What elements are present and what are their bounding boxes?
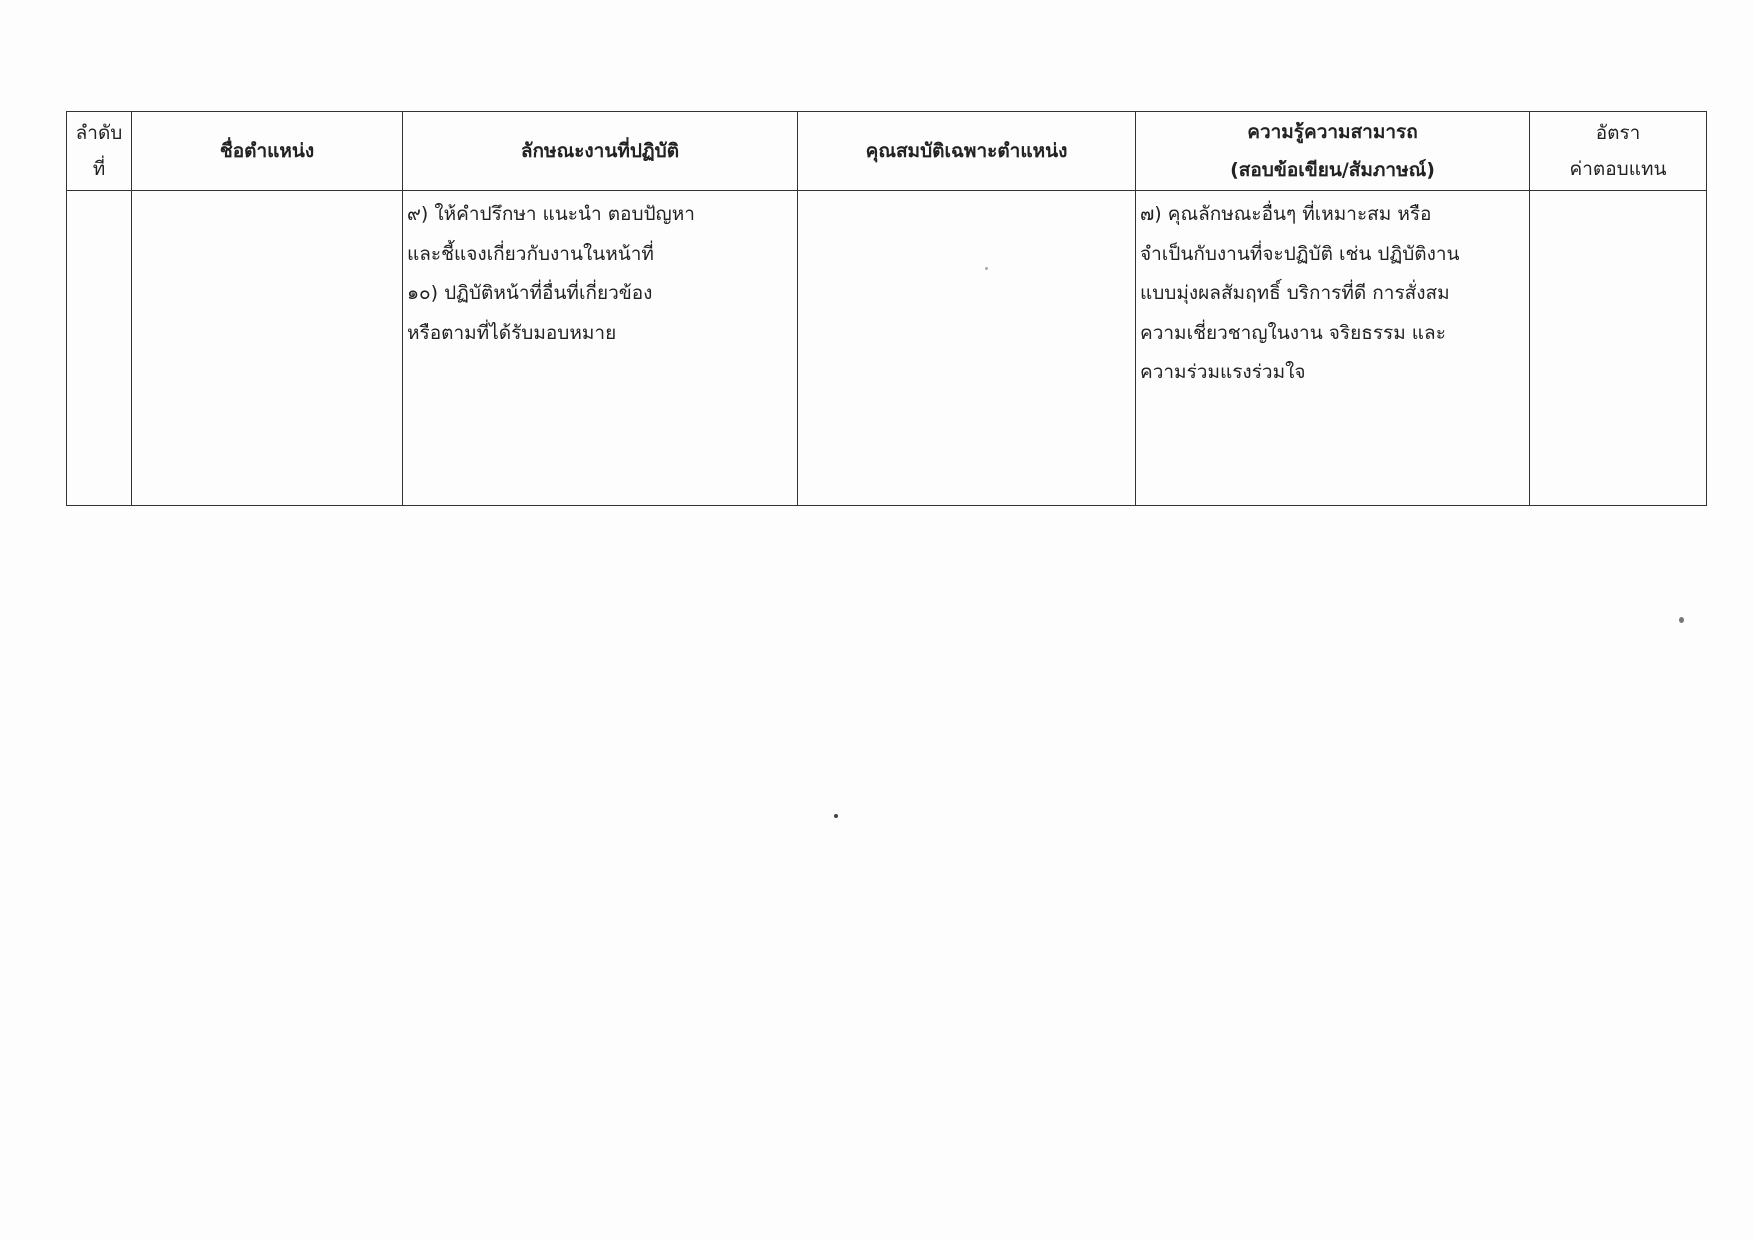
job-nature-line: ๙) ให้คำปรึกษา แนะนำ ตอบปัญหา [407,203,695,225]
cell-order [67,191,132,506]
knowledge-line: แบบมุ่งผลสัมฤทธิ์ บริการที่ดี การสั่งสม [1140,282,1450,304]
table-row [67,191,1707,506]
knowledge-line: ๗) คุณลักษณะอื่นๆ ที่เหมาะสม หรือ [1140,203,1432,225]
cell-position-name [132,191,403,506]
cell-job-nature [403,191,798,506]
position-table [66,111,1707,506]
header-knowledge [1136,112,1530,191]
scan-speck [1679,617,1684,623]
job-nature-line: หรือตามที่ได้รับมอบหมาย [407,321,617,344]
scan-speck [985,267,988,270]
header-knowledge-line1: ความรู้ความสามารถ [1247,121,1418,143]
job-nature-line: และชี้แจงเกี่ยวกับงานในหน้าที่ [407,242,654,265]
cell-knowledge [1136,191,1530,506]
header-job-nature: ลักษณะงานที่ปฏิบัติ [403,112,798,191]
header-order-line1: ลำดับ [75,122,123,144]
table-header-row [67,112,1707,191]
header-compensation-line2: ค่าตอบแทน [1569,158,1667,180]
cell-qualifications [798,191,1136,506]
header-qualifications: คุณสมบัติเฉพาะตำแหน่ง [798,112,1136,191]
header-order-line2: ที่ [92,158,106,180]
header-position-name: ชื่อตำแหน่ง [132,112,403,191]
knowledge-line: จำเป็นกับงานที่จะปฏิบัติ เช่น ปฏิบัติงาน [1140,242,1460,265]
header-compensation [1530,112,1707,191]
knowledge-line: ความร่วมแรงร่วมใจ [1140,361,1306,383]
header-compensation-line1: อัตรา [1595,122,1641,144]
cell-compensation [1530,191,1707,506]
job-nature-line: ๑๐) ปฏิบัติหน้าที่อื่นที่เกี่ยวข้อง [407,282,653,304]
header-knowledge-line2: (สอบข้อเขียน/สัมภาษณ์) [1230,159,1435,181]
knowledge-line: ความเชี่ยวชาญในงาน จริยธรรม และ [1140,321,1446,344]
scan-speck [834,814,838,818]
header-order [67,112,132,191]
